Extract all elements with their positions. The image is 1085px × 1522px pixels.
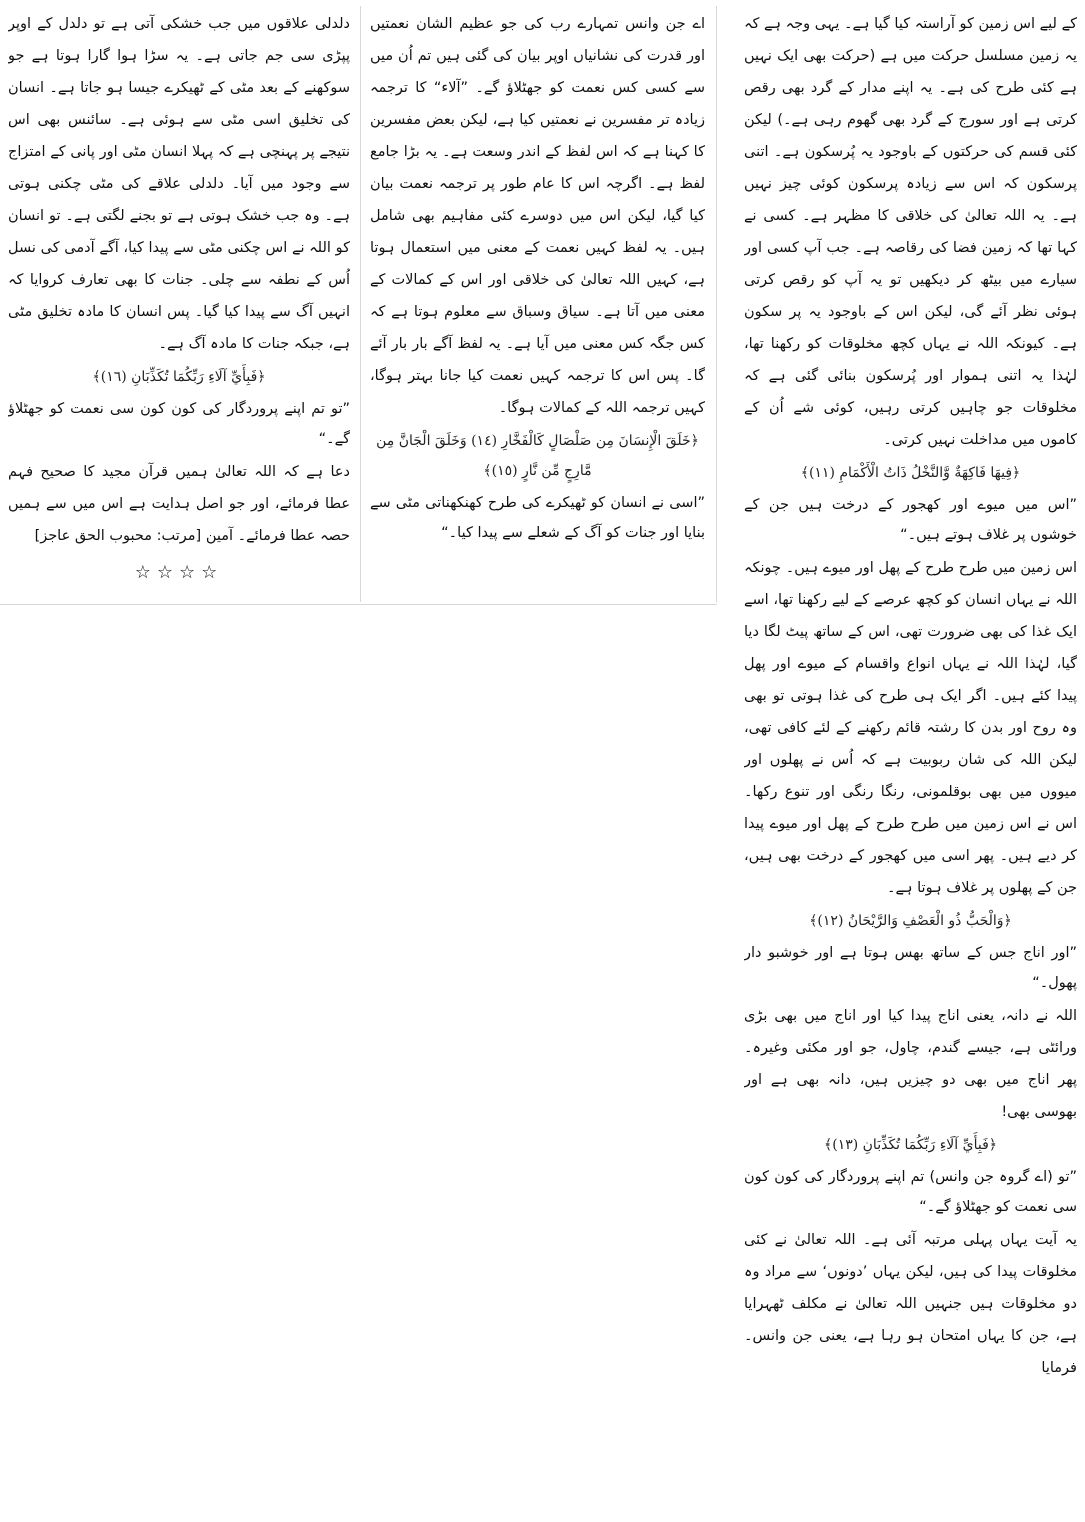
quran-verse: ﴿خَلَقَ الْإِنسَانَ مِن صَلْصَالٍ كَالْفَخَّارِ (١٤) وَخَلَقَ الْجَانَّ مِن مَّارِجٍ مِّن نَّارٍ (١٥)﴾	[376, 433, 699, 479]
end-stars: ☆☆☆☆	[134, 562, 224, 583]
paragraph: کے لیے اس زمین کو آراستہ کیا گیا ہے۔ یہی وجہ ہے کہ یہ زمین مسلسل حرکت میں ہے (حرکت بھی ایک نہیں ہے کئی طرح کی ہے۔ یہ اپنے مدار کے گرد بھی رقص کرتی ہے اور سورج کے گرد بھی گھوم رہی ہے۔) لیکن کئی قسم کی حرکتوں کے باوجود یہ پُرسکون ہے۔ اتنی پرسکون کہ اس سے زیادہ پرسکون کوئی چیز نہیں ہے۔ یہ اللہ تعالیٰ کی خلاقی کا مظہر ہے۔ کسی نے کہا تھا کہ زمین فضا کی رقاصہ ہے۔ جب آپ کسی اور سیارے میں بیٹھ کر دیکھیں تو یہ آپ کو رقص کرتی ہوئی نظر آئے گی، لیکن اس کے باوجود یہ پر سکون ہے۔ کیونکہ اللہ نے یہاں کچھ مخلوقات کو رکھنا تھا، لہٰذا یہ اتنی ہموار اور پُرسکون بنائی گئی ہے کہ مخلوقات جو چاہیں کرتی رہیں، کوئی شے اُن کے کاموں میں مداخلت نہیں کرتی۔	[744, 16, 1077, 448]
middle-column	[370, 8, 705, 606]
paragraph: یہ آیت یہاں پہلی مرتبہ آئی ہے۔ اللہ تعالیٰ نے کئی مخلوقات پیدا کی ہیں، لیکن یہاں ’دونوں‘ سے مراد وہ دو مخلوقات ہیں جنہیں اللہ تعالیٰ نے مکلف ٹھہرایا ہے، جن کا یہاں امتحان ہو رہا ہے، یعنی جن وانس۔ فرمایا	[744, 1232, 1077, 1376]
right-column	[744, 8, 1077, 1518]
paragraph: اللہ نے دانہ، یعنی اناج پیدا کیا اور اناج میں بھی بڑی ورائٹی ہے، جیسے گندم، چاول، جو اور مکئی وغیرہ۔ پھر اناج میں بھی دو چیزیں ہیں، دانہ بھی ہے اور بھوسی بھی!	[744, 1008, 1077, 1120]
paragraph: اس زمین میں طرح طرح کے پھل اور میوے ہیں۔ چونکہ اللہ نے یہاں انسان کو کچھ عرصے کے لیے رکھنا تھا، اسے ایک غذا کی بھی ضرورت تھی، اس کے ساتھ پیٹ لگا دیا گیا، لہٰذا اللہ نے یہاں انواع واقسام کے میوے اور پھل پیدا کئے ہیں۔ اگر ایک ہی طرح کی غذا ہوتی تو بھی وہ روح اور بدن کا رشتہ قائم رکھنے کے لئے کافی تھی، لیکن اللہ کی شان ربوبیت ہے کہ اُس نے پھلوں اور میووں میں بھی بوقلمونی، رنگا رنگی اور تنوع رکھا۔ اس نے اس زمین میں طرح طرح کے پھل اور میوے پیدا کر دیے ہیں۔ پھر اسی میں کھجور کے درخت بھی ہیں، جن کے پھلوں پر غلاف ہوتا ہے۔	[744, 560, 1077, 896]
quran-verse: ﴿وَالْحَبُّ ذُو الْعَصْفِ وَالرَّيْحَانُ (١٢)﴾	[809, 913, 1012, 929]
column-divider-left	[360, 6, 361, 602]
paragraph: دلدلی علاقوں میں جب خشکی آتی ہے تو دلدل کے اوپر پپڑی سی جم جاتی ہے۔ یہ سڑا ہوا گارا ہوتا ہے جو سوکھنے کے بعد مٹی کے ٹھیکرے جیسا ہو جاتا ہے۔ انسان کی تخلیق اسی مٹی سے ہوئی ہے۔ سائنس بھی اس نتیجے پر پہنچی ہے کہ پہلا انسان مٹی اور پانی کے امتزاج سے وجود میں آیا۔ دلدلی علاقے کی مٹی چکنی ہوتی ہے۔ وہ جب خشک ہوتی ہے تو بجنے لگتی ہے۔ تو انسان کو اللہ نے اس چکنی مٹی سے پیدا کیا، آگے آدمی کی نسل اُس کے نطفہ سے چلی۔ جنات کا بھی تعارف کروایا کہ انہیں آگ سے پیدا کیا گیا۔ پس انسان کا مادہ تخلیق مٹی ہے، جبکہ جنات کا مادہ آگ ہے۔	[8, 16, 350, 352]
verse-translation: ”اور اناج جس کے ساتھ بھس ہوتا ہے اور خوشبو دار پھول۔“	[744, 945, 1077, 991]
closing-prayer: دعا ہے کہ اللہ تعالیٰ ہمیں قرآن مجید کا صحیح فہم عطا فرمائے، اور جو اصل ہدایت ہے اس میں سے ہمیں حصہ عطا فرمائے۔ آمین [مرتب: محبوب الحق عاجز]	[8, 464, 350, 544]
verse-translation: ”تو (اے گروہ جن وانس) تم اپنے پروردگار کی کون کون سی نعمت کو جھٹلاؤ گے۔“	[744, 1169, 1077, 1215]
quran-verse: ﴿فَبِأَيِّ آلَاءِ رَبِّكُمَا تُكَذِّبَانِ (١٦)﴾	[92, 369, 266, 385]
quran-verse: ﴿فِيهَا فَاكِهَةٌ وَّالنَّخْلُ ذَاتُ الْأَكْمَامِ (١١)﴾	[800, 465, 1021, 481]
paragraph: اے جن وانس تمہارے رب کی جو عظیم الشان نعمتیں اور قدرت کی نشانیاں اوپر بیان کی گئی ہیں تم اُن میں سے کسی کس نعمت کو جھٹلاؤ گے۔ ”آلاء“ کا ترجمہ زیادہ تر مفسرین نے نعمتیں کیا ہے، لیکن بعض مفسرین کا کہنا ہے کہ اس لفظ کے اندر وسعت ہے۔ یہ بڑا جامع لفظ ہے۔ اگرچہ اس کا عام طور پر ترجمہ نعمت بیان کیا گیا، لیکن اس میں دوسرے کئی مفاہیم بھی شامل ہیں۔ یہ لفظ کہیں نعمت کے معنی میں استعمال ہوتا ہے، کہیں اللہ تعالیٰ کی خلاقی اور اس کے کمالات کے معنی میں آتا ہے۔ سیاق وسباق سے معلوم ہوتا ہے کہ کس جگہ کس معنی میں آیا ہے۔ یہ لفظ آگے بار بار آئے گا۔ پس اس کا ترجمہ کہیں نعمت کیا جانا بہتر ہوگا، کہیں ترجمہ اللہ کے کمالات ہوگا۔	[370, 16, 705, 416]
left-column	[8, 8, 350, 606]
verse-translation: ”تو تم اپنے پروردگار کی کون کون سی نعمت کو جھٹلاؤ گے۔“	[8, 401, 350, 447]
column-divider-right	[716, 6, 717, 602]
verse-translation: ”اسی نے انسان کو ٹھیکرے کی طرح کھنکھناتی مٹی سے بنایا اور جنات کو آگ کے شعلے سے پیدا کیا۔“	[370, 495, 705, 541]
quran-verse: ﴿فَبِأَيِّ آلَاءِ رَبِّكُمَا تُكَذِّبَانِ (١٣)﴾	[824, 1137, 997, 1153]
verse-translation: ”اس میں میوے اور کھجور کے درخت ہیں جن کے خوشوں پر غلاف ہوتے ہیں۔“	[744, 497, 1077, 543]
